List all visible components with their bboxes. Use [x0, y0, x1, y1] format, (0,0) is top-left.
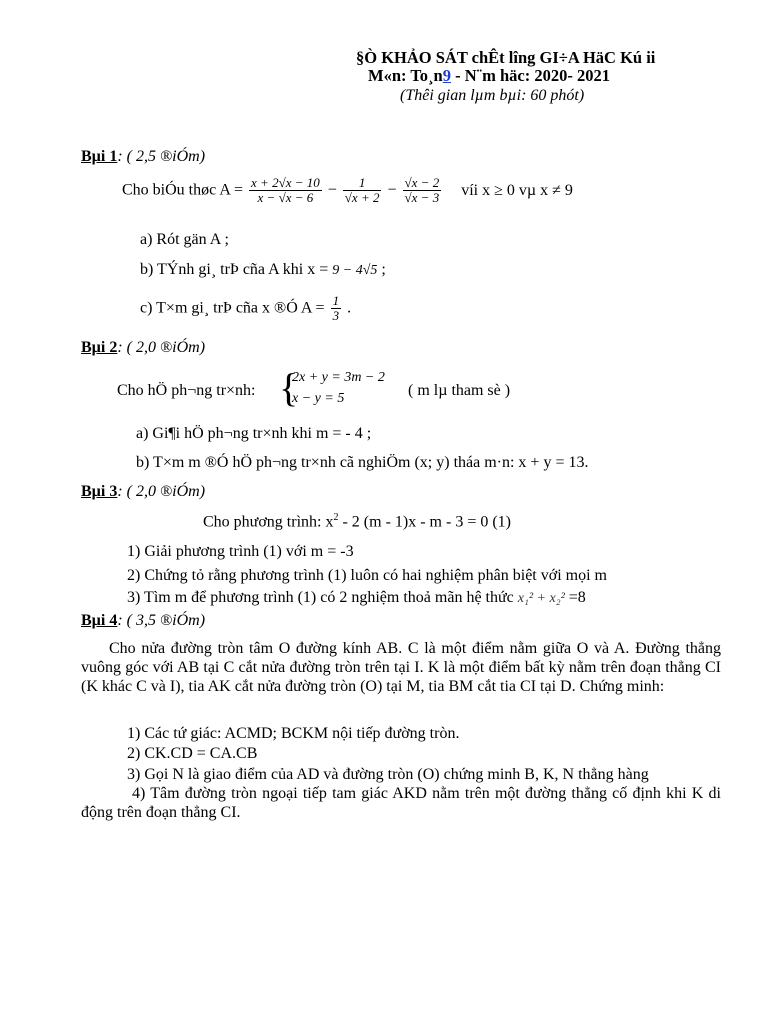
q1-f2-denominator: √x + 2	[344, 190, 380, 205]
q1-label: Bµi 1	[81, 148, 118, 165]
q2-label: Bµi 2	[81, 339, 118, 356]
q3-equation	[203, 512, 511, 531]
q1-f3-denominator: √x − 3	[404, 190, 440, 205]
q1-item-a: a) Rót gän A ;	[140, 231, 229, 248]
q3-heading	[81, 483, 205, 501]
q3-item-2: 2) Chứng tỏ rằng phương trình (1) luôn có hai nghiệm phân biệt với mọi m	[127, 567, 607, 584]
q1-heading	[81, 148, 205, 166]
q3-item-3	[127, 589, 586, 607]
q1-c-fraction	[331, 294, 342, 323]
q2-equation-2: x − y = 5	[292, 391, 345, 406]
q3-eq-suffix: - 2 (m - 1)x - m - 3 = 0 (1)	[338, 513, 512, 531]
subject-prefix: M«n: To¸n	[368, 66, 443, 85]
q2-parameter-note: ( m lµ tham sè )	[408, 382, 511, 399]
q4-item-4: 4) Tâm đường tròn ngoại tiếp tam giác AKD nằm trên một đường thẳng cố định khi K di động trên đoạn thẳng CI.	[81, 785, 721, 821]
q4-label: Bµi 4	[81, 612, 118, 629]
q1-f1-numerator: x + 2√x − 10	[251, 175, 320, 190]
q2-system	[292, 369, 385, 407]
q1-b-value: 9 − 4√5	[332, 263, 378, 278]
q1-f1-denominator: x − √x − 6	[249, 190, 322, 205]
school-year: - N¨m häc: 2020- 2021	[450, 66, 610, 85]
q3-eq-exponent: 2	[333, 512, 339, 523]
q3-item-1: 1) Giải phương trình (1) với m = -3	[127, 543, 354, 560]
q1-fraction-1	[249, 176, 322, 205]
q1-intro: Cho biÓu thøc A =	[122, 181, 244, 199]
q1-item-c	[140, 294, 351, 323]
q1-fraction-2	[343, 176, 382, 205]
q3-eq-prefix: Cho phương trình: x	[203, 513, 334, 531]
q2-intro: Cho hÖ ph¬ng tr×nh:	[117, 382, 256, 399]
q2-item-a: a) Gi¶i hÖ ph¬ng tr×nh khi m = - 4 ;	[136, 425, 372, 442]
grade-number: 9	[442, 66, 451, 85]
q1-c-denominator: 3	[332, 308, 340, 323]
q2-points: : ( 2,0 ®iÓm)	[117, 339, 206, 356]
q1-f3-numerator: √x − 2	[404, 175, 440, 190]
q2-heading	[81, 339, 205, 357]
q1-minus-1: −	[327, 181, 337, 199]
q1-item-b	[140, 261, 386, 279]
q3-i3-expression: x₁² + x₂²	[517, 591, 565, 606]
q3-points: : ( 2,0 ®iÓm)	[117, 483, 206, 500]
q4-item-2: 2) CK.CD = CA.CB	[127, 745, 258, 762]
q4-item-1: 1) Các tứ giác: ACMD; BCKM nội tiếp đường tròn.	[127, 725, 460, 742]
q1-points: : ( 2,5 ®iÓm)	[117, 148, 206, 165]
exam-title: §Ò KHẢO SÁT chÊt lîng GI÷A HäC Kú ii	[356, 48, 656, 67]
q1-expression	[122, 176, 573, 205]
q4-points: : ( 3,5 ®iÓm)	[117, 612, 206, 629]
q1-c-end: .	[347, 299, 352, 317]
q4-problem-statement: Cho nửa đường tròn tâm O đường kính AB. C là một điểm nằm giữa O và A. Đường thẳng vuông góc với AB tại C cắt nửa đường tròn trên tại I. K là một điểm bất kỳ nằm trên đoạn thẳng CI (K khác C và I), tia AK cắt nửa đường tròn (O) tại M, tia BM cắt tia CI tại D. Chứng minh:	[81, 640, 721, 695]
q2-item-b: b) T×m m ®Ó hÖ ph¬ng tr×nh cã nghiÖm (x; y) tháa m·n: x + y = 13.	[136, 454, 589, 471]
exam-duration: (Thêi gian lµm bµi: 60 phót)	[400, 87, 585, 104]
q3-i3-text: 3) Tìm m để phương trình (1) có 2 nghiệm thoả mãn hệ thức	[127, 589, 514, 606]
q3-i3-end: =8	[564, 589, 586, 606]
q1-fraction-3	[403, 176, 442, 205]
q1-f2-numerator: 1	[358, 175, 366, 190]
q2-equation-1: 2x + y = 3m − 2	[292, 370, 385, 385]
q1-b-end: ;	[381, 261, 386, 278]
q4-item-3: 3) Gọi N là giao điểm của AD và đường tròn (O) chứng minh B, K, N thẳng hàng	[127, 766, 649, 783]
system-brace-icon: {	[279, 365, 299, 410]
exam-subject-line	[368, 66, 610, 86]
q1-c-numerator: 1	[332, 293, 340, 308]
q1-c-text: c) T×m gi¸ trÞ cña x ®Ó A =	[140, 299, 325, 317]
q3-label: Bµi 3	[81, 483, 118, 500]
q1-minus-2: −	[387, 181, 397, 199]
q4-heading	[81, 612, 205, 630]
q1-condition: víi x ≥ 0 vµ x ≠ 9	[461, 181, 573, 199]
q1-b-text: b) TÝnh gi¸ trÞ cña A khi x =	[140, 261, 329, 278]
